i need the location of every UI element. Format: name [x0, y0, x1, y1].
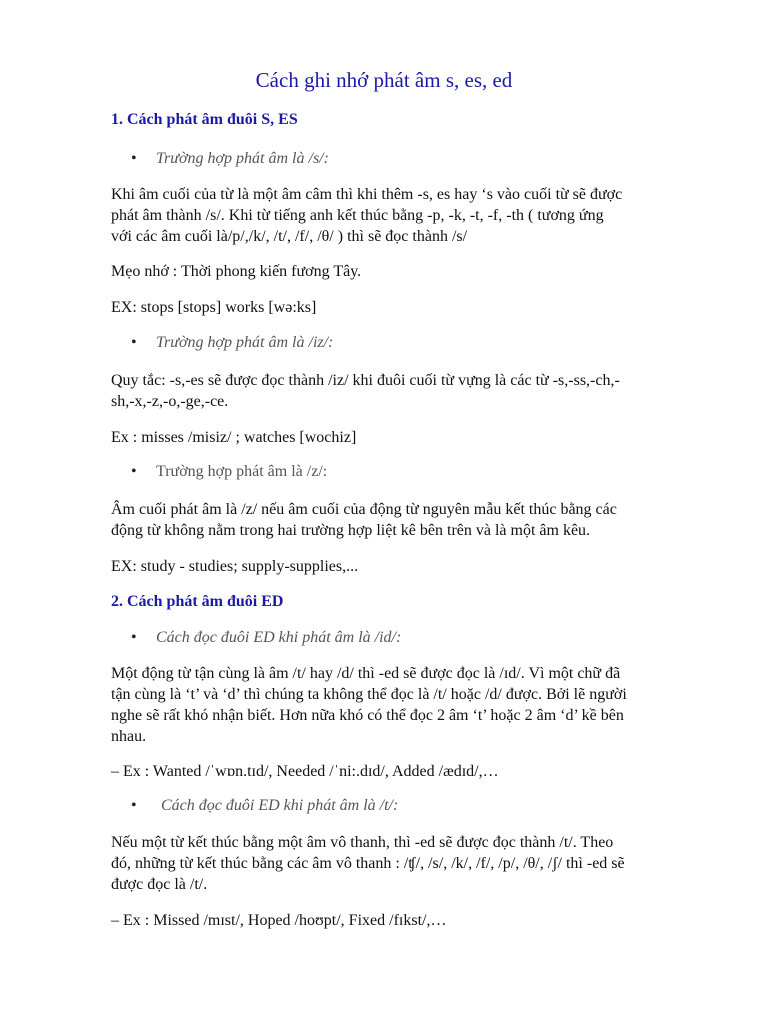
- paragraph-line: Quy tắc: -s,-es sẽ được đọc thành /iz/ khi đuôi cuối từ vựng là các từ -s,-ss,-ch,-: [111, 372, 620, 389]
- bullet-text: Cách đọc đuôi ED khi phát âm là /id/:: [156, 629, 402, 646]
- paragraph-z-rule: [111, 499, 693, 541]
- paragraph-line: động từ không nằm trong hai trường hợp liệt kê bên trên và là một âm kêu.: [111, 522, 591, 539]
- section-1-heading: 1. Cách phát âm đuôi S, ES: [111, 111, 298, 128]
- bullet-dot: •: [131, 463, 137, 480]
- paragraph-t-rule: [111, 832, 693, 895]
- paragraph-line: nghe sẽ rất khó nhận biết. Hơn nữa khó có thể đọc 2 âm ‘t’ hoặc 2 âm ‘d’ kề bên: [111, 707, 624, 724]
- example-id: – Ex : Wanted /ˈwɒn.tɪd/, Needed /ˈni:.dɪd/, Added /ædɪd/,…: [111, 763, 499, 780]
- paragraph-s-rule: [111, 184, 693, 247]
- bullet-dot: •: [131, 797, 137, 814]
- section-2-heading: 2. Cách phát âm đuôi ED: [111, 593, 284, 610]
- paragraph-line: đó, những từ kết thúc bằng các âm vô thanh : /ʧ/, /s/, /k/, /f/, /p/, /θ/, /ʃ/ thì -ed sẽ: [111, 855, 625, 872]
- example-iz: Ex : misses /misiz/ ; watches [wochiz]: [111, 429, 357, 446]
- bullet-dot: •: [131, 334, 137, 351]
- bullet-dot: •: [131, 629, 137, 646]
- example-z: EX: study - studies; supply-supplies,...: [111, 558, 359, 575]
- memory-tip: Mẹo nhớ : Thời phong kiến fương Tây.: [111, 263, 362, 280]
- bullet-id-case: [131, 629, 401, 647]
- bullet-text: Trường hợp phát âm là /iz/:: [156, 334, 334, 351]
- paragraph-line: Nếu một từ kết thúc bằng một âm vô thanh, thì -ed sẽ được đọc thành /t/. Theo: [111, 834, 614, 851]
- paragraph-id-rule: [111, 663, 693, 747]
- bullet-text: Trường hợp phát âm là /s/:: [156, 150, 329, 167]
- paragraph-line: được đọc là /t/.: [111, 876, 208, 893]
- bullet-t-case: [131, 797, 398, 815]
- paragraph-line: Âm cuối phát âm là /z/ nếu âm cuối của động từ nguyên mẫu kết thúc bằng các: [111, 501, 617, 518]
- bullet-iz-case: [131, 334, 333, 352]
- bullet-dot: •: [131, 150, 137, 167]
- example-s: EX: stops [stops] works [wə:ks]: [111, 299, 317, 316]
- paragraph-line: nhau.: [111, 728, 147, 745]
- paragraph-line: với các âm cuối là/p/,/k/, /t/, /f/, /θ/ ) thì sẽ đọc thành /s/: [111, 228, 468, 245]
- paragraph-line: sh,-x,-z,-o,-ge,-ce.: [111, 393, 229, 410]
- bullet-s-case: [131, 150, 329, 168]
- example-t: – Ex : Missed /mɪst/, Hoped /hoʊpt/, Fixed /fɪkst/,…: [111, 912, 447, 929]
- page-title: Cách ghi nhớ phát âm s, es, ed: [255, 68, 513, 92]
- bullet-text: Trường hợp phát âm là /z/:: [156, 463, 328, 480]
- paragraph-line: phát âm thành /s/. Khi từ tiếng anh kết thúc bằng -p, -k, -t, -f, -th ( tương ứng: [111, 207, 604, 224]
- bullet-text: Cách đọc đuôi ED khi phát âm là /t/:: [161, 797, 399, 814]
- paragraph-iz-rule: [111, 370, 693, 412]
- bullet-z-case: [131, 463, 327, 481]
- paragraph-line: Một động từ tận cùng là âm /t/ hay /d/ thì -ed sẽ được đọc là /ɪd/. Vì một chữ đã: [111, 665, 621, 682]
- paragraph-line: Khi âm cuối của từ là một âm câm thì khi thêm -s, es hay ‘s vào cuối từ sẽ được: [111, 186, 623, 203]
- paragraph-line: tận cùng là ‘t’ và ‘d’ thì chúng ta không thể đọc là /t/ hoặc /d/ được. Bởi lẽ người: [111, 686, 627, 703]
